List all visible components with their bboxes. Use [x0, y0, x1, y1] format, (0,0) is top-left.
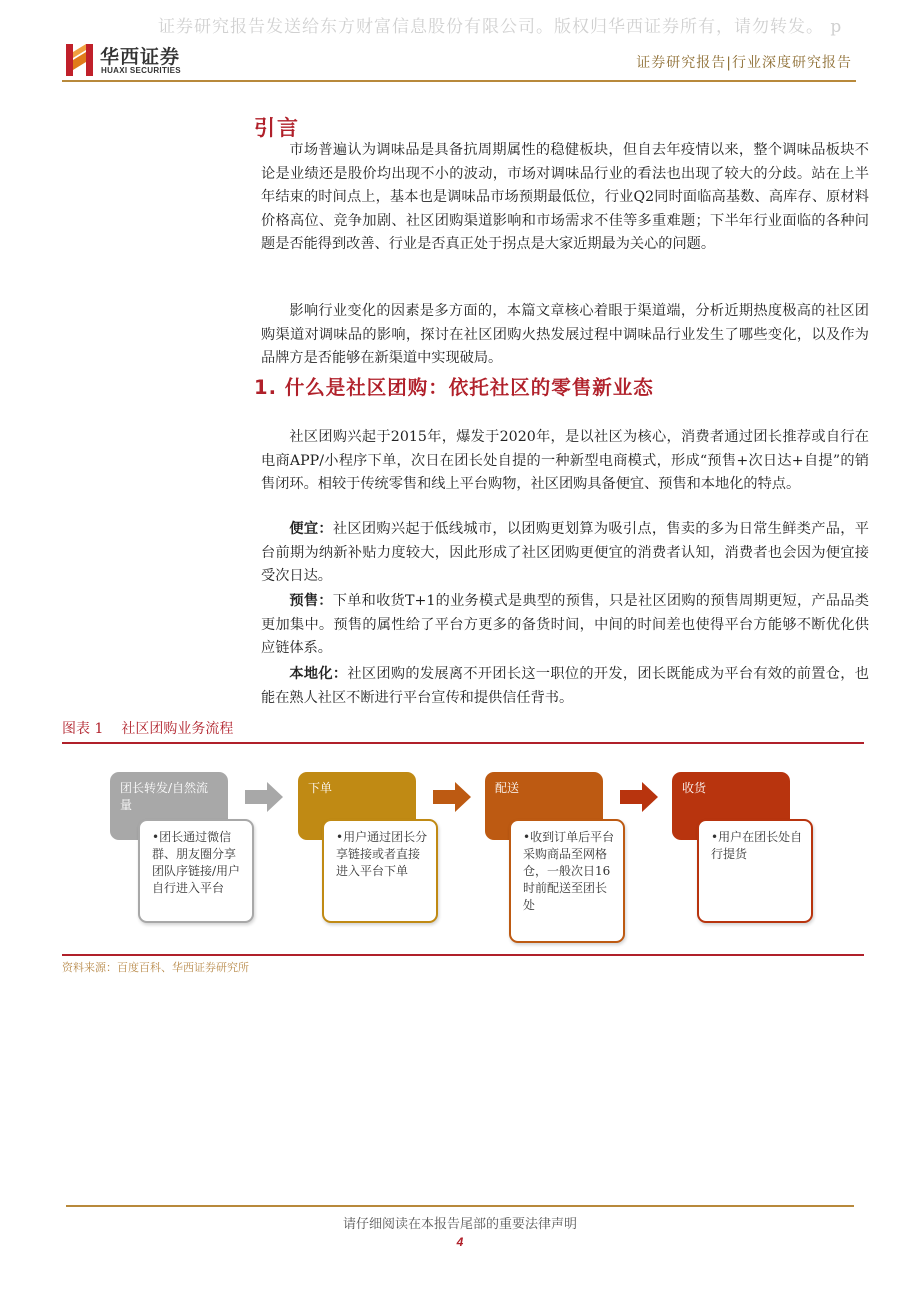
flow-step-4-body: •用户在团长处自行提货 — [697, 819, 813, 923]
figure-source: 资料来源：百度百科、华西证券研究所 — [62, 961, 249, 974]
flow-arrow-3-icon — [620, 782, 658, 812]
presale-lead: 预售： — [289, 593, 333, 609]
figure-title — [62, 718, 251, 738]
company-logo — [64, 40, 204, 80]
header-divider — [62, 80, 856, 82]
cheap-text: 社区团购兴起于低线城市，以团购更划算为吸引点，售卖的多为日常生鲜类产品，平台前期为纳新补贴力度较大，因此形成了社区团购更便宜的消费者认知，消费者也会因为便宜接受次日达。 — [261, 521, 869, 584]
local-lead: 本地化： — [289, 666, 348, 682]
section-1-paragraph-cheap — [261, 518, 869, 589]
flow-step-1-head: 团长转发/自然流量 — [110, 772, 228, 840]
figure-bottom-rule — [62, 954, 864, 956]
figure-top-rule — [62, 742, 864, 744]
intro-paragraph-2: 影响行业变化的因素是多方面的，本篇文章核心着眼于渠道端，分析近期热度极高的社区团购渠道对调味品的影响，探讨在社区团购火热发展过程中调味品行业发生了哪些变化，以及作为品牌方是否能够在新渠道中实现破局。 — [261, 303, 869, 366]
section-1-paragraph-1: 社区团购兴起于2015年，爆发于2020年，是以社区为核心，消费者通过团长推荐或自行在电商APP/小程序下单，次日在团长处自提的一种新型电商模式，形成“预售+次日达+自提”的销售闭环。相较于传统零售和线上平台购物，社区团购具备便宜、预售和本地化的特点。 — [261, 429, 869, 492]
cheap-lead: 便宜： — [289, 521, 333, 537]
figure-label: 图表 1 — [62, 721, 104, 737]
logo-name-en: HUAXI SECURITIES — [101, 66, 181, 75]
figure-caption: 社区团购业务流程 — [121, 721, 234, 737]
flow-arrow-1-icon — [245, 782, 283, 812]
section-1-paragraph-presale — [261, 590, 869, 661]
footer-divider — [66, 1205, 854, 1207]
flow-step-3-head: 配送 — [485, 772, 603, 840]
logo-name-cn: 华西证券 — [100, 46, 181, 68]
report-type-label: 证券研究报告|行业深度研究报告 — [636, 55, 852, 71]
flow-step-4-head: 收货 — [672, 772, 790, 840]
logo-icon — [64, 40, 96, 78]
flow-step-1-body: •团长通过微信群、朋友圈分享团队序链接/用户自行进入平台 — [138, 819, 254, 923]
flow-step-3-body: •收到订单后平台采购商品至网格仓，一般次日16时前配送至团长处 — [509, 819, 625, 943]
flow-step-2-body: •用户通过团长分享链接或者直接进入平台下单 — [322, 819, 438, 923]
presale-text: 下单和收货T+1的业务模式是典型的预售，只是社区团购的预售周期更短，产品品类更加集中。预售的属性给了平台方更多的备货时间，中间的时间差也使得平台方能够不断优化供应链体系。 — [261, 593, 869, 656]
flow-arrow-2-icon — [433, 782, 471, 812]
local-text: 社区团购的发展离不开团长这一职位的开发，团长既能成为平台有效的前置仓，也能在熟人社区不断进行平台宣传和提供信任背书。 — [261, 666, 869, 706]
intro-paragraph-1: 市场普遍认为调味品是具备抗周期属性的稳健板块，但自去年疫情以来，整个调味品板块不论是业绩还是股价均出现不小的波动，市场对调味品行业的看法也出现了较大的分歧。站在上半年结束的时间点上，基本也是调味品市场预期最低位，行业Q2同时面临高基数、高库存、原材料价格高位、竞争加剧、社区团购渠道影响和市场需求不佳等多重难题；下半年行业面临的各种问题是否能得到改善、行业是否真正处于拐点是大家近期最为关心的问题。 — [261, 142, 869, 252]
section-1-heading: 1. 什么是社区团购：依托社区的零售新业态 — [254, 376, 654, 399]
page-number: 4 — [456, 1235, 464, 1249]
section-1-paragraph-local — [261, 663, 869, 710]
legal-notice: 请仔细阅读在本报告尾部的重要法律声明 — [342, 1217, 577, 1232]
flow-step-2-head: 下单 — [298, 772, 416, 840]
intro-heading: 引言 — [254, 115, 300, 140]
watermark-text: 证券研究报告发送给东方财富信息股份有限公司。版权归华西证券所有，请勿转发。 p — [158, 17, 843, 37]
